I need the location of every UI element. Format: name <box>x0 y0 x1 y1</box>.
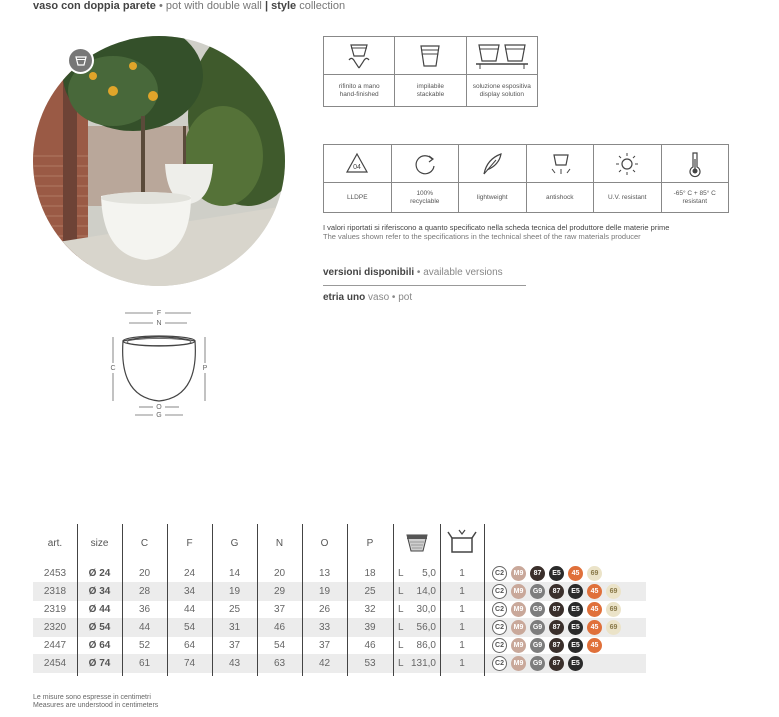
cell-p: 53 <box>364 658 376 669</box>
feature-label-en: display solution <box>479 90 525 98</box>
volume-unit: L <box>398 622 404 633</box>
page-header: vaso con doppia parete • pot with double wall | style collection <box>33 0 346 12</box>
cell-art: 2320 <box>43 622 67 633</box>
cell-f: 34 <box>183 586 196 597</box>
model-name: etria uno <box>323 292 366 303</box>
collection-bold: style <box>271 0 297 12</box>
finish-swatch: G9 <box>530 602 545 617</box>
feature-label-it: impilabile <box>416 82 445 90</box>
volume-unit: L <box>398 658 404 669</box>
finish-swatch: 69 <box>606 602 621 617</box>
column-divider <box>440 524 441 676</box>
display-solution-icon <box>474 41 530 71</box>
volume-value: 56,0 <box>416 622 436 633</box>
cell-o: 26 <box>318 604 331 615</box>
feature-label-en: stackable <box>416 90 445 98</box>
cell-n: 29 <box>273 586 286 597</box>
finish-swatch: 87 <box>549 602 564 617</box>
cell-c: 20 <box>138 568 151 579</box>
svg-text:04: 04 <box>353 163 362 171</box>
cell-g: 14 <box>228 568 241 579</box>
finish-swatch: M9 <box>511 602 526 617</box>
cell-p: 32 <box>364 604 376 615</box>
cell-g: 43 <box>228 658 241 669</box>
feature-label: antishock <box>546 193 574 201</box>
cell-o: 42 <box>318 658 331 669</box>
cell-qty: 1 <box>459 658 465 669</box>
feature-label-en: hand-finished <box>339 90 379 98</box>
versions-heading: versioni disponibili • available versions <box>323 267 503 278</box>
feature-stackable <box>395 37 466 106</box>
cell-o: 37 <box>318 640 331 651</box>
stackable-icon <box>417 42 443 70</box>
header-g: G <box>230 538 239 549</box>
dim-label-n: N <box>156 320 162 327</box>
finish-swatch: 69 <box>587 566 602 581</box>
cell-g: 37 <box>228 640 241 651</box>
cell-c: 61 <box>138 658 151 669</box>
feature-temperature <box>662 145 729 212</box>
footer-it: Le misure sono espresse in centimetri <box>33 694 151 701</box>
column-divider <box>393 524 394 676</box>
table-row <box>33 564 646 583</box>
finish-swatch: 87 <box>549 584 564 599</box>
volume-value: 131,0 <box>410 658 436 669</box>
cell-art: 2454 <box>43 658 67 669</box>
cell-n: 63 <box>273 658 286 669</box>
cell-f: 64 <box>183 640 196 651</box>
box-icon <box>447 528 477 554</box>
cell-n: 20 <box>273 568 286 579</box>
dim-label-c: C <box>110 365 116 372</box>
feature-recyclable <box>392 145 460 212</box>
finish-swatch: E5 <box>568 584 583 599</box>
divider <box>323 285 526 286</box>
finish-swatch: G9 <box>530 638 545 653</box>
feather-icon <box>479 151 505 177</box>
header-o: O <box>320 538 329 549</box>
antishock-icon <box>547 151 573 177</box>
finish-swatch: C2 <box>492 638 507 653</box>
feature-hand-finished <box>324 37 395 106</box>
cell-f: 74 <box>183 658 196 669</box>
finish-swatch: M9 <box>511 620 526 635</box>
dim-label-f: F <box>156 310 162 317</box>
finish-swatch: 87 <box>549 620 564 635</box>
dim-label-g: G <box>156 412 162 419</box>
dim-label-p: P <box>202 365 208 372</box>
model-it: vaso <box>368 292 390 303</box>
cell-f: 54 <box>183 622 196 633</box>
note-en: The values shown refer to the specifications in the technical sheet of the raw materials producer <box>323 232 641 241</box>
cell-n: 37 <box>273 604 286 615</box>
note-it: I valori riportati si riferiscono a quanto specificato nella scheda tecnica del produttore delle materie prime <box>323 223 670 232</box>
header-size: size <box>90 538 109 549</box>
cell-c: 44 <box>138 622 151 633</box>
finish-swatch: C2 <box>492 620 507 635</box>
feature-label2: resistant <box>682 197 708 205</box>
feature-label-it: rifinito a mano <box>338 82 380 90</box>
table-row <box>33 600 646 619</box>
volume-value: 14,0 <box>416 586 436 597</box>
model-en: pot <box>398 292 413 303</box>
cell-art: 2318 <box>43 586 67 597</box>
footer-note <box>33 694 158 710</box>
cell-size: Ø 24 <box>88 568 111 579</box>
finish-swatch: C2 <box>492 656 507 671</box>
header-n: N <box>275 538 284 549</box>
finish-swatch: M9 <box>511 584 526 599</box>
finish-swatch: E5 <box>549 566 564 581</box>
finish-swatch: G9 <box>530 620 545 635</box>
finish-swatch: E5 <box>568 602 583 617</box>
volume-unit: L <box>398 640 404 651</box>
finish-swatch: E5 <box>568 620 583 635</box>
cell-art: 2453 <box>43 568 67 579</box>
features-top <box>323 36 538 107</box>
cell-n: 54 <box>273 640 286 651</box>
volume-value: 30,0 <box>416 604 436 615</box>
cell-n: 46 <box>273 622 286 633</box>
cell-g: 31 <box>228 622 241 633</box>
cell-qty: 1 <box>459 586 465 597</box>
volume-unit: L <box>398 604 404 615</box>
volume-value: 86,0 <box>416 640 436 651</box>
cell-o: 19 <box>318 586 331 597</box>
recyclable-icon <box>412 151 438 177</box>
feature-label2: recyclable <box>410 197 440 205</box>
hand-finished-icon <box>346 42 372 70</box>
finish-swatch: 45 <box>587 620 602 635</box>
recycle-04-icon <box>343 151 371 177</box>
sun-icon <box>614 151 640 177</box>
pot-volume-icon <box>405 533 429 553</box>
finish-swatch: E5 <box>568 656 583 671</box>
cell-c: 52 <box>138 640 151 651</box>
pot-type-badge <box>67 47 94 74</box>
dimension-drawing <box>105 305 215 423</box>
collection-rest: collection <box>299 0 346 12</box>
feature-label: 100% <box>416 189 434 197</box>
dim-label-o: O <box>156 404 162 411</box>
finish-swatch: E5 <box>568 638 583 653</box>
finish-swatch: 45 <box>587 602 602 617</box>
cell-g: 25 <box>228 604 241 615</box>
header-p: P <box>366 538 374 549</box>
cell-f: 44 <box>183 604 196 615</box>
cell-size: Ø 64 <box>88 640 111 651</box>
cell-art: 2447 <box>43 640 67 651</box>
features-material <box>323 144 729 213</box>
finish-swatch: C2 <box>492 584 507 599</box>
product-photo <box>33 36 285 286</box>
table-row <box>33 618 646 637</box>
header-c: C <box>140 538 149 549</box>
finish-swatch: G9 <box>530 584 545 599</box>
cell-size: Ø 44 <box>88 604 111 615</box>
feature-uv-resistant <box>594 145 662 212</box>
finish-swatch: C2 <box>492 602 507 617</box>
column-divider <box>484 524 485 676</box>
pot-icon <box>75 55 87 67</box>
finish-swatch: 45 <box>587 584 602 599</box>
cell-size: Ø 34 <box>88 586 111 597</box>
finish-swatch: G9 <box>530 656 545 671</box>
table-row <box>33 654 646 673</box>
cell-qty: 1 <box>459 622 465 633</box>
cell-f: 24 <box>183 568 196 579</box>
cell-p: 39 <box>364 622 376 633</box>
cell-c: 28 <box>138 586 151 597</box>
title-en: pot with double wall <box>165 0 262 12</box>
cell-c: 36 <box>138 604 151 615</box>
feature-label-it: soluzione espositiva <box>472 82 531 90</box>
finish-swatch: 87 <box>530 566 545 581</box>
cell-art: 2319 <box>43 604 67 615</box>
cell-o: 13 <box>318 568 331 579</box>
technical-note <box>323 223 669 241</box>
model-line: etria uno vaso • pot <box>323 292 413 303</box>
finish-swatch: 69 <box>606 620 621 635</box>
header-f: F <box>186 538 193 549</box>
header-art: art. <box>47 538 63 549</box>
cell-p: 25 <box>364 586 376 597</box>
finish-swatch: M9 <box>511 638 526 653</box>
cell-qty: 1 <box>459 568 465 579</box>
cell-p: 46 <box>364 640 376 651</box>
versions-en: available versions <box>423 267 503 278</box>
feature-label: lightweight <box>476 193 508 201</box>
feature-label: U.V. resistant <box>608 193 647 201</box>
feature-lldpe <box>324 145 392 212</box>
table-row <box>33 636 646 655</box>
finish-swatch: 87 <box>549 656 564 671</box>
finish-swatch: C2 <box>492 566 507 581</box>
thermometer-icon <box>685 150 705 178</box>
volume-unit: L <box>398 586 404 597</box>
cell-qty: 1 <box>459 604 465 615</box>
finish-swatch: 69 <box>606 584 621 599</box>
finish-swatch: 45 <box>587 638 602 653</box>
cell-o: 33 <box>318 622 331 633</box>
finish-swatch: M9 <box>511 566 526 581</box>
table-row <box>33 582 646 601</box>
finish-swatch: 87 <box>549 638 564 653</box>
feature-display-solution <box>467 37 537 106</box>
volume-unit: L <box>398 568 404 579</box>
feature-lightweight <box>459 145 527 212</box>
feature-label: LLDPE <box>346 193 368 201</box>
feature-label: -65° C + 85° C <box>673 189 716 197</box>
cell-p: 18 <box>364 568 376 579</box>
cell-g: 19 <box>228 586 241 597</box>
finish-swatch: 45 <box>568 566 583 581</box>
volume-value: 5,0 <box>422 568 436 579</box>
finish-swatch: M9 <box>511 656 526 671</box>
feature-antishock <box>527 145 595 212</box>
title-it: vaso con doppia parete <box>33 0 156 12</box>
cell-size: Ø 74 <box>88 658 111 669</box>
cell-size: Ø 54 <box>88 622 111 633</box>
versions-it: versioni disponibili <box>323 267 415 278</box>
cell-qty: 1 <box>459 640 465 651</box>
footer-en: Measures are understood in centimeters <box>33 702 159 709</box>
